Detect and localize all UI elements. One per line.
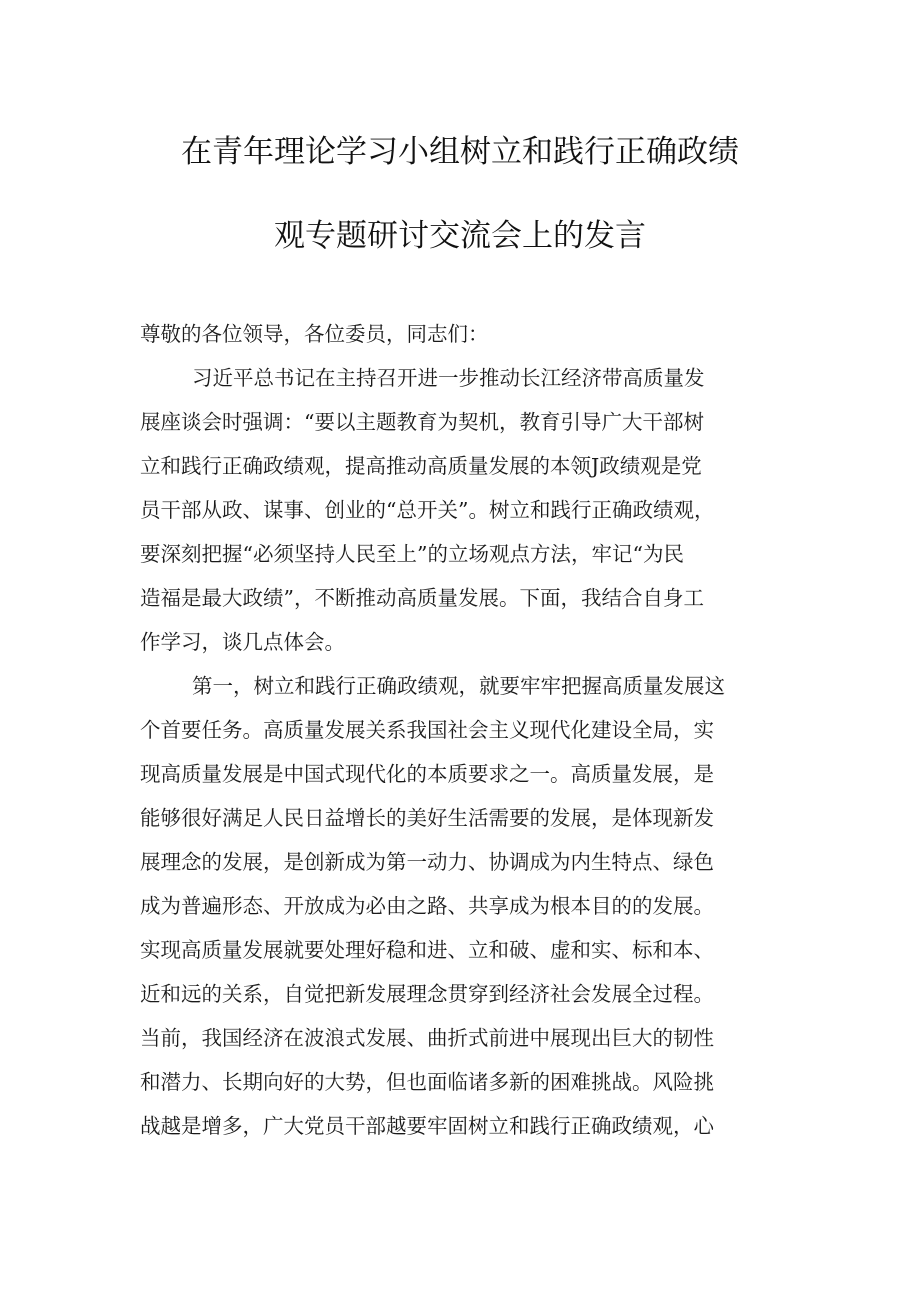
text-line: 第一，树立和践行正确政绩观，就要牢牢把握高质量发展这: [192, 674, 725, 698]
text-line: 个首要任务。高质量发展关系我国社会主义现代化建设全局，实: [140, 718, 714, 742]
text-line: 员干部从政、谋事、创业的“总开关”。树立和践行正确政绩观，: [140, 498, 715, 522]
text-line: 造福是最大政绩”，不断推动高质量发展。下面，我结合自身工: [140, 586, 704, 610]
text-line: 成为普遍形态、开放成为必由之路、共享成为根本目的的发展。: [140, 894, 714, 918]
text-line: 当前，我国经济在波浪式发展、曲折式前进中展现出巨大的韧性: [140, 1026, 714, 1050]
text-line: 要深刻把握“必须坚持人民至上”的立场观点方法，牢记“为民: [140, 542, 684, 566]
text-line: 战越是增多，广大党员干部越要牢固树立和践行正确政绩观，心: [140, 1114, 714, 1138]
text-line: 现高质量发展是中国式现代化的本质要求之一。高质量发展，是: [140, 762, 714, 786]
text-line: 实现高质量发展就要处理好稳和进、立和破、虚和实、标和本、: [140, 938, 714, 962]
document-title-line-1: 在青年理论学习小组树立和践行正确政绩: [181, 134, 739, 170]
text-line: 习近平总书记在主持召开进一步推动长江经济带高质量发: [192, 366, 705, 390]
text-line: 能够很好满足人民日益增长的美好生活需要的发展，是体现新发: [140, 806, 714, 830]
text-line: 和潜力、长期向好的大势，但也面临诸多新的困难挑战。风险挑: [140, 1070, 714, 1094]
text-line: 作学习，谈几点体会。: [140, 630, 345, 654]
text-line: 立和践行正确政绩观，提高推动高质量发展的本领J政绩观是党: [140, 454, 702, 478]
text-line: 展理念的发展，是创新成为第一动力、协调成为内生特点、绿色: [140, 850, 714, 874]
text-line: 尊敬的各位领导，各位委员，同志们：: [140, 322, 489, 346]
text-line: 近和远的关系，自觉把新发展理念贯穿到经济社会发展全过程。: [140, 982, 714, 1006]
text-line: 展座谈会时强调：“要以主题教育为契机，教育引导广大干部树: [140, 410, 704, 434]
document-title-line-2: 观专题研讨交流会上的发言: [274, 218, 646, 254]
